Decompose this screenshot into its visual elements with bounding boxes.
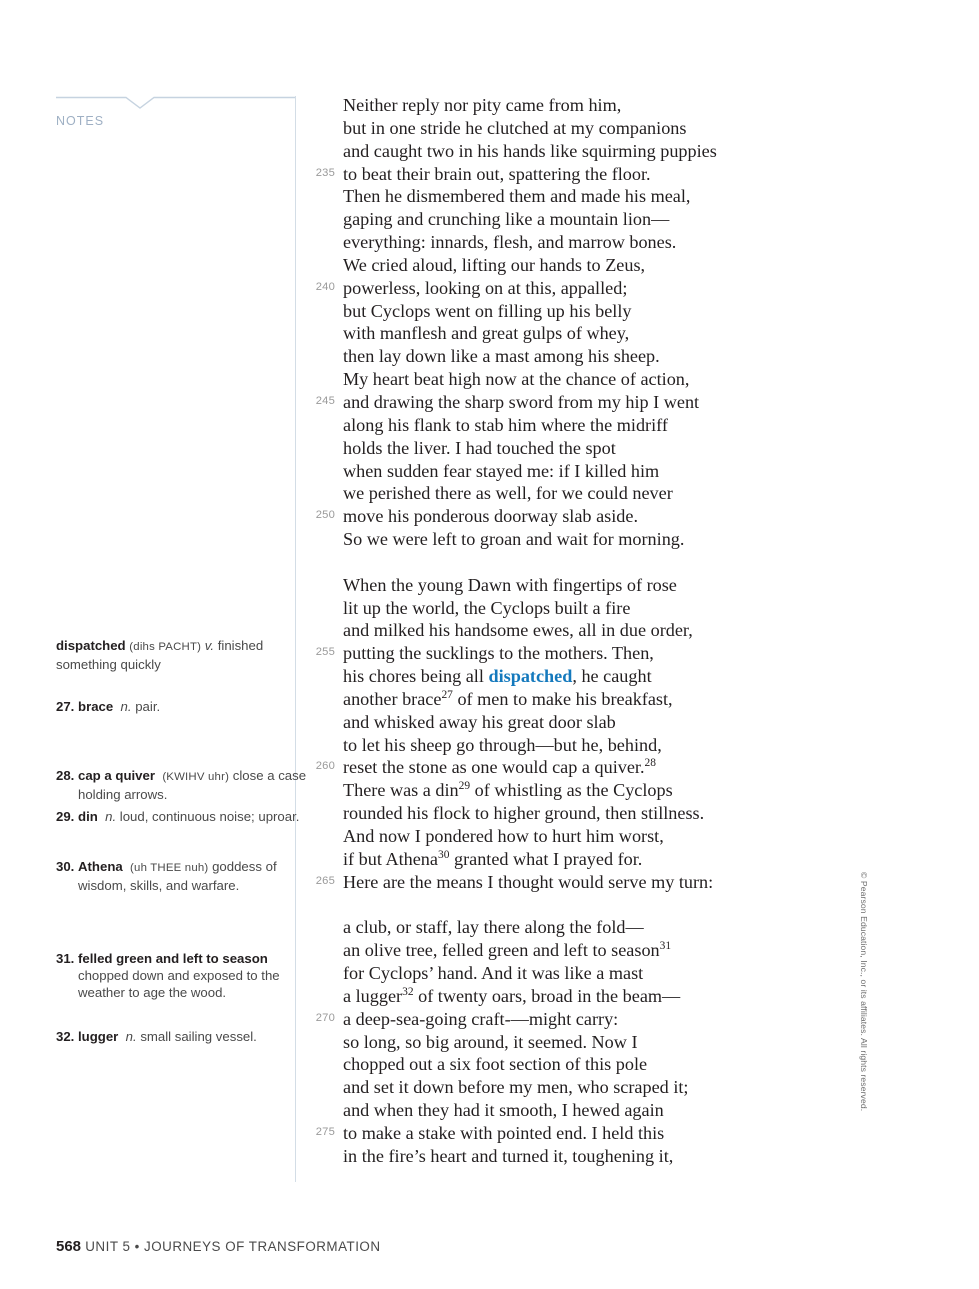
poem-line-text: to beat their brain out, spattering the floor. (343, 163, 651, 184)
poem-line (309, 277, 869, 300)
footnote-pronunciation: (KWIHV uhr) (162, 771, 230, 783)
footnote-number: 30. (56, 859, 75, 874)
unit-title: UNIT 5 • JOURNEYS OF TRANSFORMATION (85, 1239, 381, 1254)
poem-line (309, 1076, 869, 1099)
poem-line (309, 619, 869, 642)
line-number: 235 (315, 166, 335, 179)
footnote-pronunciation: (uh THEE nuh) (130, 862, 209, 874)
poem-line (309, 665, 869, 688)
poem-line (309, 1122, 869, 1145)
poem-line (309, 94, 869, 117)
footnote-definition: close a case holding arrows. (78, 768, 307, 803)
vocab-pronunciation: (dihs PACHT) (129, 641, 202, 653)
vocab-definition: finished something quickly (56, 638, 264, 673)
poem-line-text: There was a din$^{29}$ of whistling as the Cyclops (343, 780, 673, 801)
poem-line-text: and set it down before my men, who scraped it; (343, 1077, 689, 1098)
poem-line (309, 848, 869, 871)
footnote-term: lugger (78, 1029, 119, 1044)
poem-line-text: rounded his flock to higher ground, then stillness. (343, 803, 705, 824)
poem-line (309, 1031, 869, 1054)
poem-line-text: move his ponderous doorway slab aside. (343, 506, 638, 527)
poem-line (309, 528, 869, 551)
footnote-definition: chopped down and exposed to the weather to age the wood. (78, 968, 280, 1001)
column-divider (295, 96, 296, 1182)
poem-line (309, 916, 869, 939)
poem-line-text: when sudden fear stayed me: if I killed him (343, 460, 660, 481)
poem-line (309, 1053, 869, 1076)
poem-line-text: an olive tree, felled green and left to season$^{31}$ (343, 940, 672, 961)
poem-text (309, 94, 869, 1168)
poem-line (309, 802, 869, 825)
poem-line-text: holds the liver. I had touched the spot (343, 437, 616, 458)
footnote-definition: loud, continuous noise; uproar. (119, 809, 300, 824)
poem-line-text: a deep-sea-going craft-—might carry: (343, 1008, 619, 1029)
poem-line-text: chopped out a six foot section of this pole (343, 1054, 648, 1075)
footnote-term: din (78, 809, 98, 824)
poem-line (309, 642, 869, 665)
footnote-number: 31. (56, 951, 75, 966)
poem-line (309, 711, 869, 734)
poem-line (309, 825, 869, 848)
poem-line-text: along his flank to stab him where the midriff (343, 414, 668, 435)
footnote-term: felled green and left to season (78, 951, 268, 966)
poem-line-text: Neither reply nor pity came from him, (343, 95, 622, 115)
footnote-part-of-speech: n. (125, 1029, 137, 1044)
poem-line (309, 1145, 869, 1168)
poem-line (309, 163, 869, 186)
poem-line (309, 688, 869, 711)
poem-line-text: we perished there as well, for we could never (343, 483, 673, 504)
footnote-number: 32. (56, 1029, 75, 1044)
poem-line (309, 779, 869, 802)
stanza-break (309, 551, 869, 574)
poem-line (309, 391, 869, 414)
line-number: 270 (315, 1011, 335, 1024)
footnote-number: 28. (56, 768, 75, 783)
footnote-definition: pair. (135, 699, 161, 714)
poem-line-text: his chores being all dispatched, he caught (343, 666, 652, 687)
poem-line-text: if but Athena$^{30}$ granted what I prayed for. (343, 848, 643, 869)
poem-line-text: then lay down like a mast among his sheep. (343, 346, 660, 367)
footnote-definition: small sailing vessel. (140, 1029, 257, 1044)
poem-line-text: Then he dismembered them and made his meal, (343, 186, 691, 207)
line-number: 275 (315, 1125, 335, 1138)
footnote-part-of-speech: n. (105, 809, 117, 824)
poem-line (309, 505, 869, 528)
poem-line-text: And now I pondered how to hurt him worst, (343, 826, 664, 846)
poem-line (309, 734, 869, 757)
poem-line (309, 185, 869, 208)
footnote-term: Athena (78, 859, 123, 874)
footnote-32 (56, 1028, 310, 1045)
poem-line-text: to make a stake with pointed end. I held this (343, 1122, 665, 1143)
poem-line-text: with manflesh and great gulps of whey, (343, 323, 630, 344)
poem-line-text: So we were left to groan and wait for morning. (343, 529, 685, 550)
poem-line-text: but in one stride he clutched at my companions (343, 117, 687, 138)
poem-line-text: a lugger$^{32}$ of twenty oars, broad in the beam— (343, 985, 681, 1006)
vocab-word: dispatched (56, 638, 126, 653)
line-number: 255 (315, 646, 335, 659)
poem-line-text: When the young Dawn with fingertips of rose (343, 574, 677, 595)
poem-line (309, 368, 869, 391)
poem-line (309, 117, 869, 140)
poem-line-text: gaping and crunching like a mountain lion— (343, 209, 670, 230)
poem-line-text: We cried aloud, lifting our hands to Zeus, (343, 254, 646, 275)
poem-line (309, 871, 869, 894)
poem-line-text: and milked his handsome ewes, all in due order, (343, 620, 693, 641)
poem-line-text: but Cyclops went on filling up his belly (343, 300, 632, 321)
poem-line (309, 414, 869, 437)
poem-line (309, 482, 869, 505)
poem-line-text: and when they had it smooth, I hewed again (343, 1100, 664, 1121)
page-footer (56, 1238, 381, 1255)
poem-line (309, 437, 869, 460)
footnote-number: 27. (56, 699, 75, 714)
poem-line (309, 756, 869, 779)
footnote-31 (56, 950, 310, 1002)
poem-line-text: a club, or staff, lay there along the fold— (343, 917, 644, 938)
footnote-number: 29. (56, 809, 75, 824)
poem-line-text: and caught two in his hands like squirming puppies (343, 140, 717, 161)
footnote-definition: goddess of wisdom, skills, and warfare. (78, 859, 277, 894)
poem-line (309, 1008, 869, 1031)
poem-line (309, 140, 869, 163)
footnote-part-of-speech: n. (120, 699, 132, 714)
poem-line (309, 597, 869, 620)
poem-line (309, 208, 869, 231)
poem-line (309, 1099, 869, 1122)
poem-line-text: to let his sheep go through—but he, behind, (343, 734, 662, 755)
vocabulary-entry-dispatched (56, 637, 288, 673)
line-number: 260 (315, 760, 335, 773)
poem-line-text: and drawing the sharp sword from my hip I went (343, 391, 700, 412)
poem-line (309, 322, 869, 345)
copyright-notice: © Pearson Education, Inc., or its affiliates. All rights reserved. (859, 872, 869, 1112)
notes-header (56, 96, 296, 138)
poem-line-text: reset the stone as one would cap a quiver.$^{28}$ (343, 757, 656, 778)
poem-line-text: putting the sucklings to the mothers. Then, (343, 643, 654, 664)
poem-line (309, 460, 869, 483)
poem-line-text: for Cyclops’ hand. And it was like a mast (343, 963, 644, 984)
line-number: 240 (315, 280, 335, 293)
line-number: 265 (315, 874, 335, 887)
poem-line (309, 939, 869, 962)
page-number: 568 (56, 1238, 82, 1255)
poem-line-text: everything: innards, flesh, and marrow bones. (343, 232, 677, 253)
notes-panel (56, 96, 296, 138)
notes-label: NOTES (56, 114, 105, 128)
footnote-term: cap a quiver (78, 768, 155, 783)
poem-line-text: powerless, looking on at this, appalled; (343, 277, 628, 298)
poem-line (309, 254, 869, 277)
footnote-30 (56, 858, 310, 894)
poem-line-text: and whisked away his great door slab (343, 711, 616, 732)
poem-line-text: Here are the means I thought would serve my turn: (343, 871, 714, 892)
line-number: 245 (315, 394, 335, 407)
poem-line (309, 345, 869, 368)
poem-line (309, 574, 869, 597)
footnote-29 (56, 808, 310, 825)
footnote-27 (56, 698, 310, 715)
stanza-break (309, 894, 869, 917)
vocab-part-of-speech: v. (204, 638, 215, 653)
poem-line (309, 231, 869, 254)
poem-line (309, 300, 869, 323)
poem-line-text: in the fire’s heart and turned it, toughening it, (343, 1145, 674, 1166)
poem-line-text: lit up the world, the Cyclops built a fire (343, 597, 631, 618)
footnote-term: brace (78, 699, 114, 714)
poem-line-text: My heart beat high now at the chance of action, (343, 369, 690, 390)
footnote-28 (56, 767, 310, 803)
line-number: 250 (315, 509, 335, 522)
poem-line (309, 962, 869, 985)
notes-notch-rule (56, 96, 296, 110)
poem-line-text: so long, so big around, it seemed. Now I (343, 1031, 638, 1052)
poem-line (309, 985, 869, 1008)
poem-line-text: another brace$^{27}$ of men to make his breakfast, (343, 688, 673, 709)
